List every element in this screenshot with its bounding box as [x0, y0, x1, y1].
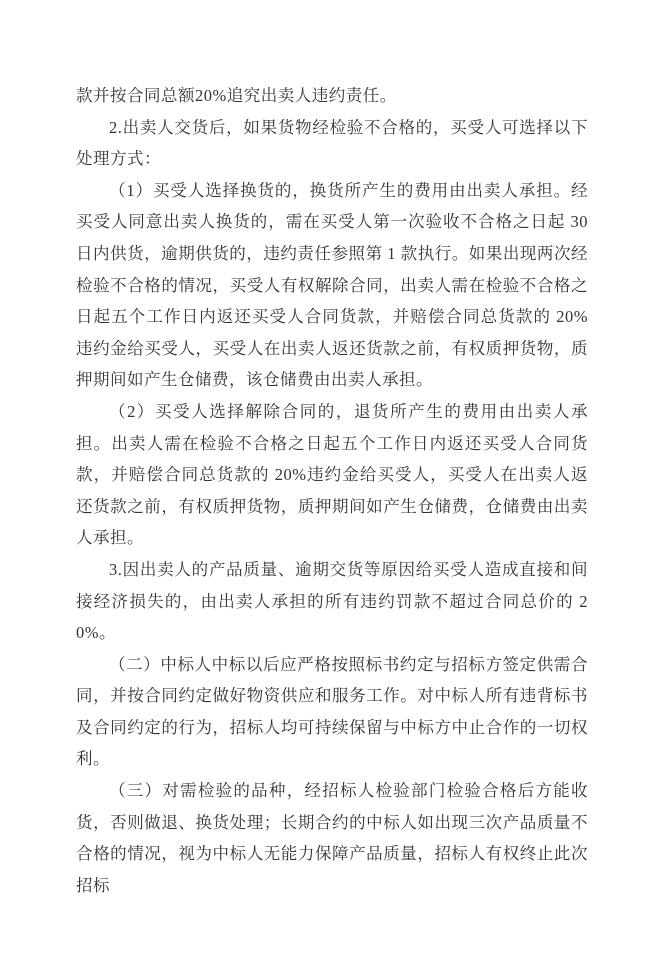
paragraph-clause-2: 2.出卖人交货后，如果货物经检验不合格的，买受人可选择以下处理方式：: [76, 117, 588, 169]
paragraph-continuation: 款并按合同总额20%追究出卖人违约责任。: [76, 86, 397, 105]
paragraph-clause-2-2: （2）买受人选择解除合同的，退货所产生的费用由出卖人承担。出卖人需在检验不合格之日起五个工作日内返还买受人合同货款，并赔偿合同总货款的 20%违约金给买受人，买受人在出卖人返还货款之前，有权质押货物，质押期间如产生仓储费，仓储费由出卖人承担。: [76, 401, 588, 548]
paragraph-clause-3: 3.因出卖人的产品质量、逾期交货等原因给买受人造成直接和间接经济损失的，由出卖人承担的所有违约罚款不超过合同总价的 20%。: [76, 559, 588, 643]
paragraph-clause-2-1: （1）买受人选择换货的，换货所产生的费用由出卖人承担。经买受人同意出卖人换货的，需在买受人第一次验收不合格之日起 30 日内供货，逾期供货的，违约责任参照第 1 款执行。如果出现两次经检验不合格的情况，买受人有权解除合同，出卖人需在检验不合格之日起五个工作日内返还买受人合同货款，并赔偿合同总货款的 20%违约金给买受人，买受人在出卖人返还货款之前，有权质押货物，质押期间如产生仓储费，该仓储费由出卖人承担。: [76, 180, 588, 390]
paragraph-section-2: （二）中标人中标以后应严格按照标书约定与招标方签定供需合同，并按合同约定做好物资供应和服务工作。对中标人所有违背标书及合同约定的行为，招标人均可持续保留与中标方中止合作的一切权利。: [76, 654, 588, 769]
document-body: [76, 80, 588, 901]
paragraph-section-3: （三）对需检验的品种，经招标人检验部门检验合格后方能收货，否则做退、换货处理；长期合约的中标人如出现三次产品质量不合格的情况，视为中标人无能力保障产品质量，招标人有权终止此次招标: [76, 781, 588, 895]
